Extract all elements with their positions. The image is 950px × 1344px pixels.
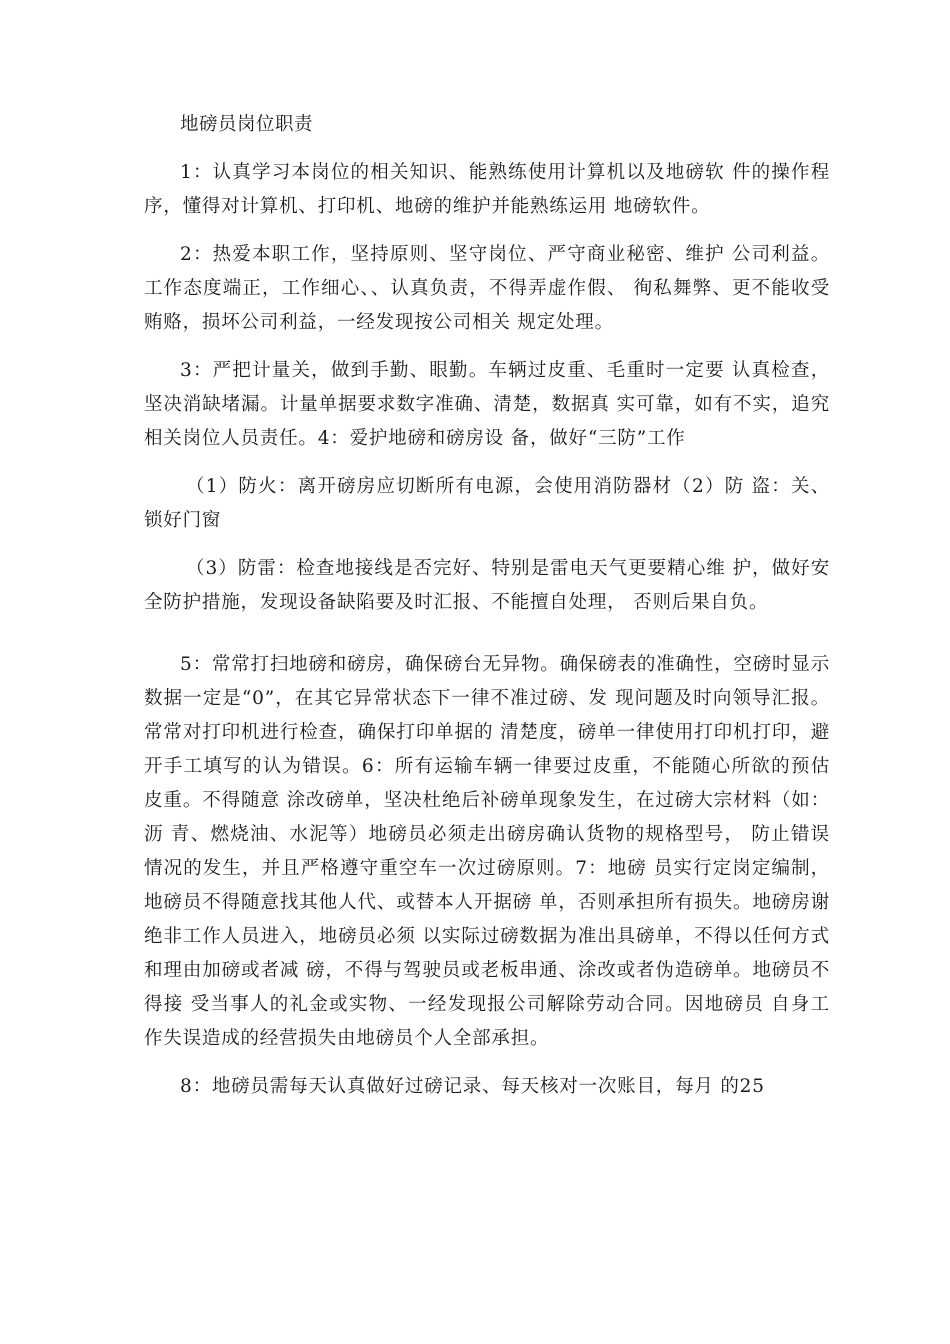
document-title: 地磅员岗位职责: [180, 114, 314, 135]
paragraph-3: 3：严把计量关，做到手勤、眼勤。车辆过皮重、毛重时一定要 认真检查，坚决消缺堵漏。计量单据要求数字准确、清楚，数据真 实可靠，如有不实，追究相关岗位人员责任。4：爱护地磅和磅房设 备，做好“三防”工作: [144, 360, 830, 449]
paragraph-1: 1：认真学习本岗位的相关知识、能熟练使用计算机以及地磅软 件的操作程序，懂得对计算机、打印机、地磅的维护并能熟练运用 地磅软件。: [144, 162, 830, 217]
paragraph-8: 8：地磅员需每天认真做好过磅记录、每天核对一次账目，每月 的25: [180, 1076, 765, 1097]
document-page: [144, 108, 830, 1118]
paragraph-lightning: （3）防雷：检查地接线是否完好、特别是雷电天气更要精心维 护，做好安全防护措施，发现设备缺陷要及时汇报、不能擅自处理， 否则后果自负。: [144, 558, 830, 613]
paragraph-fire-theft: （1）防火：离开磅房应切断所有电源，会使用消防器材（2）防 盗：关、锁好门窗: [144, 476, 830, 531]
paragraph-5-7: 5：常常打扫地磅和磅房，确保磅台无异物。确保磅表的准确性，空磅时显示数据一定是“0”，在其它异常状态下一律不准过磅、发 现问题及时向领导汇报。常常对打印机进行检查，确保打印单据的 清楚度，磅单一律使用打印机打印，避开手工填写的认为错误。6：所有运输车辆一律要过皮重，不能随心所欲的预估皮重。不得随意 涂改磅单，坚决杜绝后补磅单现象发生，在过磅大宗材料（如：沥 青、燃烧油、水泥等）地磅员必须走出磅房确认货物的规格型号， 防止错误情况的发生，并且严格遵守重空车一次过磅原则。7：地磅 员实行定岗定编制，地磅员不得随意找其他人代、或替本人开据磅 单，否则承担所有损失。地磅房谢绝非工作人员进入，地磅员必须 以实际过磅数据为准出具磅单，不得以任何方式和理由加磅或者减 磅，不得与驾驶员或老板串通、涂改或者伪造磅单。地磅员不得接 受当事人的礼金或实物、一经发现报公司解除劳动合同。因地磅员 自身工作失误造成的经营损失由地磅员个人全部承担。: [144, 654, 830, 1049]
paragraph-2: 2：热爱本职工作，坚持原则、坚守岗位、严守商业秘密、维护 公司利益。工作态度端正，工作细心、、认真负责，不得弄虚作假、 徇私舞弊、更不能收受贿赂，损坏公司利益，一经发现按公司相关 规定处理。: [144, 244, 830, 333]
